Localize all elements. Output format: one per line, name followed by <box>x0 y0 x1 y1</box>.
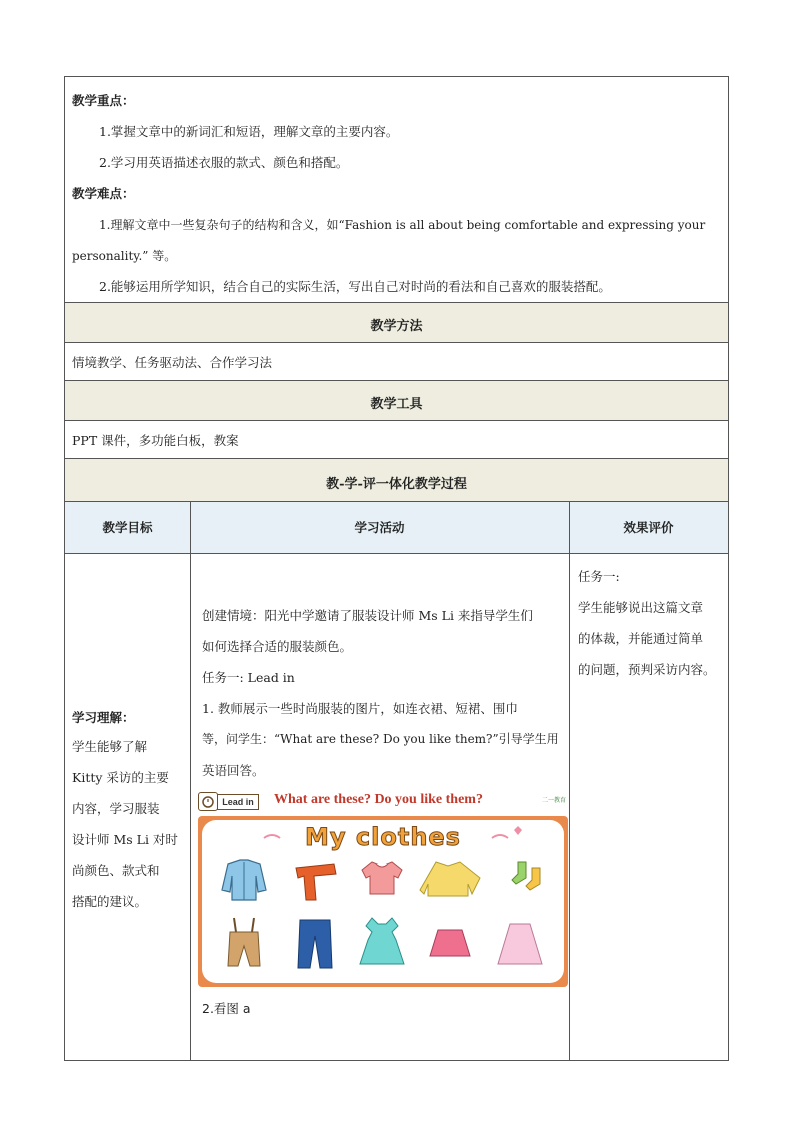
goal-line: 设计师 Ms Li 对时 <box>72 832 178 847</box>
methods-header <box>65 303 728 343</box>
tools-content-row <box>65 421 728 459</box>
clothes-panel <box>198 816 568 987</box>
overalls-icon <box>228 918 260 966</box>
column-activity: 学习活动 <box>354 520 405 535</box>
objectives-section <box>65 77 728 303</box>
evaluation-line: 任务一: <box>578 569 620 584</box>
clothes-panel-inner <box>202 820 564 983</box>
lead-in-badge: Lead in <box>217 794 259 810</box>
activity-line: 如何选择合适的服装颜色。 <box>202 639 353 654</box>
activity-line: 英语回答。 <box>202 763 265 778</box>
shirt-icon <box>362 862 402 894</box>
goal-line: 搭配的建议。 <box>72 894 148 909</box>
column-goal: 教学目标 <box>102 520 153 535</box>
difficulties-heading: 教学难点： <box>72 186 135 201</box>
goal-title: 学习理解： <box>72 710 135 725</box>
goal-line: Kitty 采访的主要 <box>72 770 169 785</box>
dress-icon <box>360 918 404 964</box>
tools-header <box>65 381 728 421</box>
key-point-item: 1.掌握文章中的新词汇和短语，理解文章的主要内容。 <box>99 124 399 139</box>
skirt-icon <box>430 930 470 956</box>
tools-heading: 教学工具 <box>370 397 423 412</box>
process-column-headers <box>65 502 728 554</box>
lead-in-banner <box>198 790 568 814</box>
evaluation-line: 的问题，预判采访内容。 <box>578 662 716 677</box>
process-header <box>65 459 728 502</box>
jacket-icon <box>222 860 266 900</box>
activity-after-image: 2.看图 a <box>202 1001 251 1016</box>
methods-content-row <box>65 343 728 381</box>
goal-line: 尚颜色、款式和 <box>72 863 160 878</box>
logo: 二一教育 <box>541 797 566 804</box>
socks-icon <box>512 862 540 890</box>
difficulty-item-cont: personality.” 等。 <box>72 249 177 263</box>
lead-in-question: What are these? Do you like them? <box>274 792 483 807</box>
goal-line: 学生能够了解 <box>72 739 148 754</box>
key-point-item: 2.学习用英语描述衣服的款式、颜色和搭配。 <box>99 155 349 170</box>
difficulty-item: 2.能够运用所学知识，结合自己的实际生活，写出自己对时尚的看法和自己喜欢的服装搭配。 <box>99 279 611 294</box>
jeans-icon <box>298 920 332 968</box>
lesson-plan-table <box>64 76 729 1061</box>
methods-content: 情境教学、任务驱动法、合作学习法 <box>72 355 273 370</box>
tools-content: PPT 课件，多功能白板，教案 <box>72 433 239 448</box>
long-skirt-icon <box>498 924 542 964</box>
lead-in-image <box>198 790 568 987</box>
activity-line: 1. 教师展示一些时尚服装的图片，如连衣裙、短裙、围巾 <box>202 701 518 716</box>
goal-line: 内容，学习服装 <box>72 801 160 816</box>
methods-heading: 教学方法 <box>370 319 423 334</box>
difficulty-item: 1.理解文章中一些复杂句子的结构和含义，如“Fashion is all about being comfortable and expressing your <box>99 218 706 232</box>
activity-line: 等，问学生：“What are these? Do you like them?”引导学生用 <box>202 732 559 746</box>
lead-in-badge-icon <box>198 792 218 811</box>
activity-line: 任务一: Lead in <box>202 670 295 685</box>
clothes-title: My clothes <box>305 823 461 851</box>
evaluation-line: 学生能够说出这篇文章 <box>578 600 704 615</box>
process-heading: 教-学-评一体化教学过程 <box>326 477 467 492</box>
column-evaluation: 效果评价 <box>623 520 674 535</box>
scarf-icon <box>296 864 336 900</box>
activity-line: 创建情境：阳光中学邀请了服装设计师 Ms Li 来指导学生们 <box>202 608 533 623</box>
sweater-icon <box>420 862 480 896</box>
evaluation-line: 的体裁，并能通过简单 <box>578 631 704 646</box>
key-points-heading: 教学重点： <box>72 93 135 108</box>
